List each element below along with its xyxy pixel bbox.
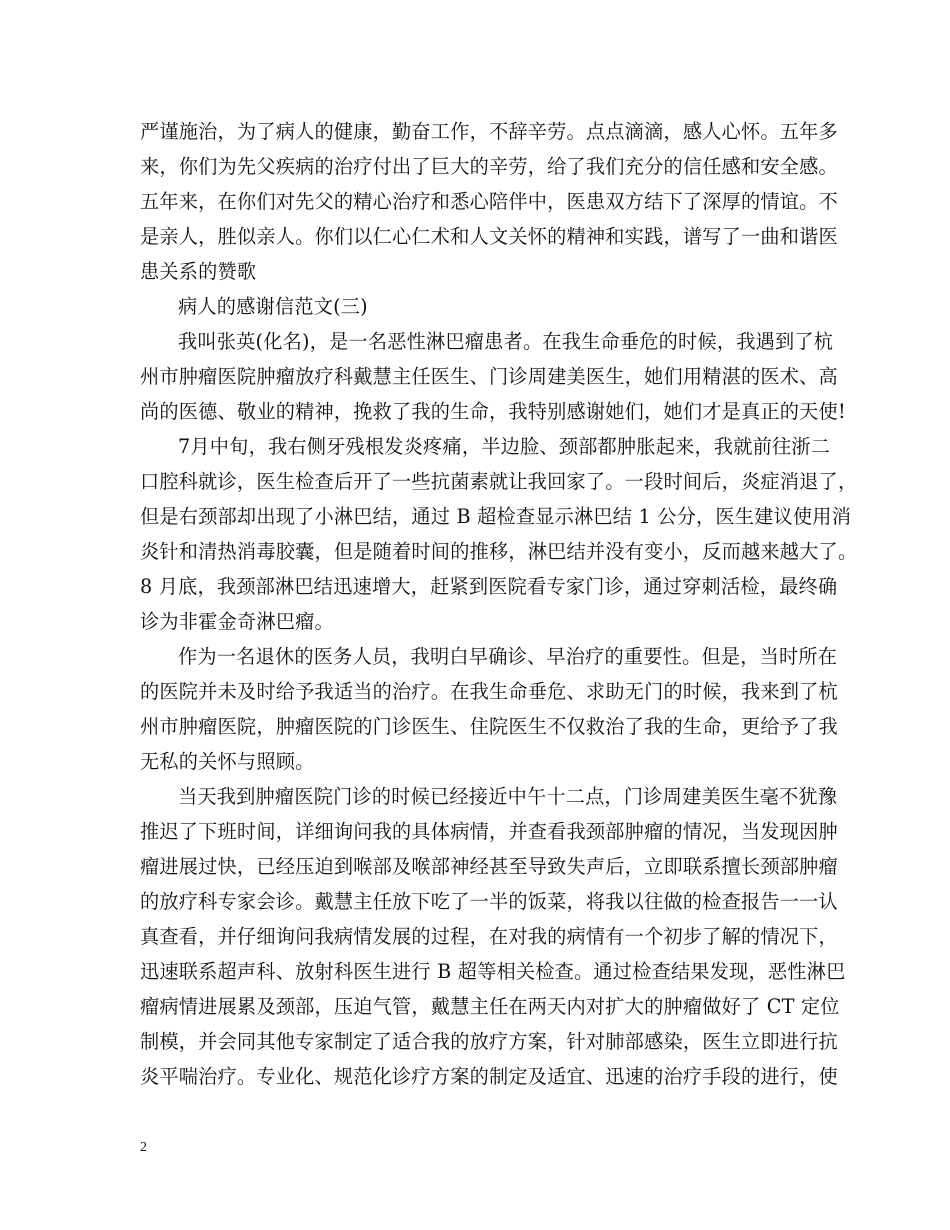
text-line: 来，你们为先父疾病的治疗付出了巨大的辛劳，给了我们充分的信任感和安全感。 xyxy=(140,155,838,178)
text-line: 是亲人，胜似亲人。你们以仁心仁术和人文关怀的精神和实践，谱写了一曲和谐医 xyxy=(140,225,838,248)
paragraph-start: 7月中旬，我右侧牙残根发炎疼痛，半边脸、颈部都肿胀起来，我就前往浙二 xyxy=(178,435,831,458)
text-line: 推迟了下班时间，详细询问我的具体病情，并查看我颈部肿瘤的情况，当发现因肿 xyxy=(140,820,838,843)
text-line: 口腔科就诊，医生检查后开了一些抗菌素就让我回家了。一段时间后，炎症消退了， xyxy=(140,470,858,493)
text-line: 但是右颈部却出现了小淋巴结，通过 B 超检查显示淋巴结 1 公分，医生建议使用消 xyxy=(140,505,852,528)
text-line: 制模，并会同其他专家制定了适合我的放疗方案，针对肺部感染，医生立即进行抗 xyxy=(140,1030,838,1053)
text-line: 8 月底，我颈部淋巴结迅速增大，赶紧到医院看专家门诊，通过穿刺活检，最终确 xyxy=(140,575,838,598)
text-line: 迅速联系超声科、放射科医生进行 B 超等相关检查。通过检查结果发现，恶性淋巴 xyxy=(140,960,846,983)
text-line: 的医院并未及时给予我适当的治疗。在我生命垂危、求助无门的时候，我来到了杭 xyxy=(140,680,838,703)
text-line: 五年来，在你们对先父的精心治疗和悉心陪伴中，医患双方结下了深厚的情谊。不 xyxy=(140,190,838,213)
text-line: 瘤病情进展累及颈部，压迫气管，戴慧主任在两天内对扩大的肿瘤做好了 CT 定位 xyxy=(140,995,840,1018)
paragraph-start: 作为一名退休的医务人员，我明白早确诊、早治疗的重要性。但是，当时所在 xyxy=(178,645,838,668)
text-line: 炎针和清热消毒胶囊，但是随着时间的推移，淋巴结并没有变小，反而越来越大了。 xyxy=(140,540,858,563)
text-line: 炎平喘治疗。专业化、规范化诊疗方案的制定及适宜、迅速的治疗手段的进行，使 xyxy=(140,1065,838,1088)
section-heading: 病人的感谢信范文(三) xyxy=(178,295,368,318)
text-line: 的放疗科专家会诊。戴慧主任放下吃了一半的饭菜，将我以往做的检查报告一一认 xyxy=(140,890,838,913)
page-number: 2 xyxy=(140,1140,147,1155)
text-line: 尚的医德、敬业的精神，挽救了我的生命，我特别感谢她们，她们才是真正的天使! xyxy=(140,400,846,423)
paragraph-start: 当天我到肿瘤医院门诊的时候已经接近中午十二点，门诊周建美医生毫不犹豫 xyxy=(178,785,838,808)
text-line: 严谨施治，为了病人的健康，勤奋工作，不辞辛劳。点点滴滴，感人心怀。五年多 xyxy=(140,120,838,143)
text-line: 患关系的赞歌 xyxy=(140,260,257,283)
text-line: 真查看，并仔细询问我病情发展的过程，在对我的病情有一个初步了解的情况下， xyxy=(140,925,838,948)
paragraph-start: 我叫张英(化名)，是一名恶性淋巴瘤患者。在我生命垂危的时候，我遇到了杭 xyxy=(178,330,834,353)
text-line: 诊为非霍金奇淋巴瘤。 xyxy=(140,610,334,633)
text-line: 州市肿瘤医院肿瘤放疗科戴慧主任医生、门诊周建美医生，她们用精湛的医术、高 xyxy=(140,365,838,388)
text-line: 瘤进展过快，已经压迫到喉部及喉部神经甚至导致失声后，立即联系擅长颈部肿瘤 xyxy=(140,855,838,878)
text-line: 州市肿瘤医院，肿瘤医院的门诊医生、住院医生不仅救治了我的生命，更给予了我 xyxy=(140,715,838,738)
text-line: 无私的关怀与照顾。 xyxy=(140,750,315,773)
